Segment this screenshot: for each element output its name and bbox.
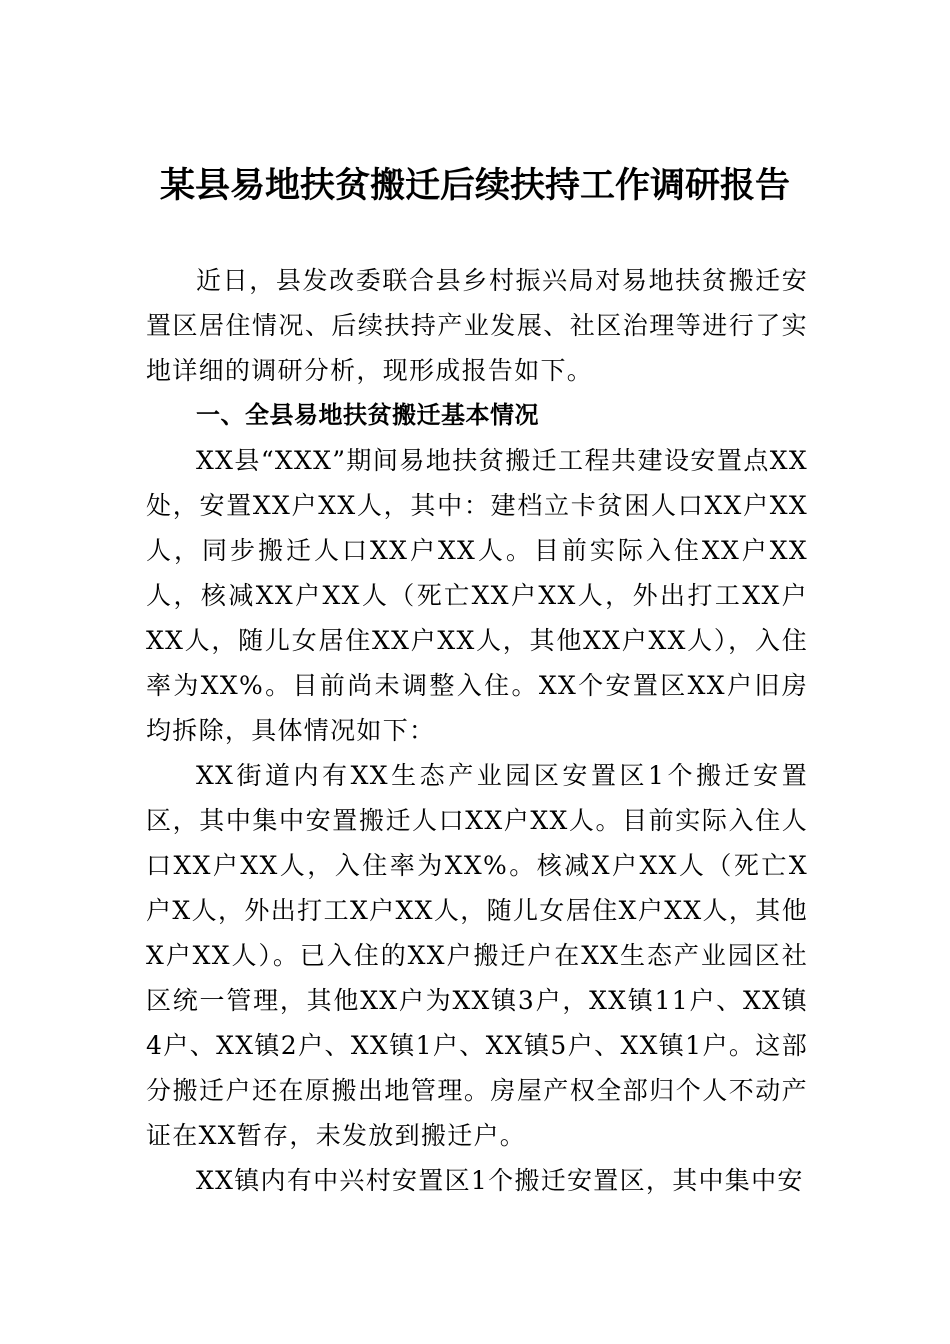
overview-paragraph: XX县“XXX”期间易地扶贫搬迁工程共建设安置点XX处，安置XX户XX人，其中：建档立卡贫困人口XX户XX人，同步搬迁人口XX户XX人。目前实际入住XX户XX人，核减XX户XX人（死亡XX户XX人，外出打工XX户XX人，随儿女居住XX户XX人，其他XX户XX人），入住率为XX%。目前尚未调整入住。XX个安置区XX户旧房均拆除，具体情况如下： xyxy=(146,446,808,745)
intro-paragraph: 近日，县发改委联合县乡村振兴局对易地扶贫搬迁安置区居住情况、后续扶持产业发展、社区治理等进行了实地详细的调研分析，现形成报告如下。 xyxy=(146,266,808,385)
town-paragraph: XX镇内有中兴村安置区1个搬迁安置区，其中集中安 xyxy=(196,1166,804,1195)
section-heading: 一、全县易地扶贫搬迁基本情况 xyxy=(196,401,539,429)
document-title: 某县易地扶贫搬迁后续扶持工作调研报告 xyxy=(159,165,790,206)
document-body xyxy=(146,258,808,1203)
street-paragraph: XX街道内有XX生态产业园区安置区1个搬迁安置区，其中集中安置搬迁人口XX户XX人。目前实际入住人口XX户XX人，入住率为XX%。核减X户XX人（死亡X户X人，外出打工X户XX人，随儿女居住X户XX人，其他X户XX人）。已入住的XX户搬迁户在XX生态产业园区社区统一管理，其他XX户为XX镇3户，XX镇11户、XX镇4户、XX镇2户、XX镇1户、XX镇5户、XX镇1户。这部分搬迁户还在原搬出地管理。房屋产权全部归个人不动产证在XX暂存，未发放到搬迁户。 xyxy=(146,761,808,1150)
